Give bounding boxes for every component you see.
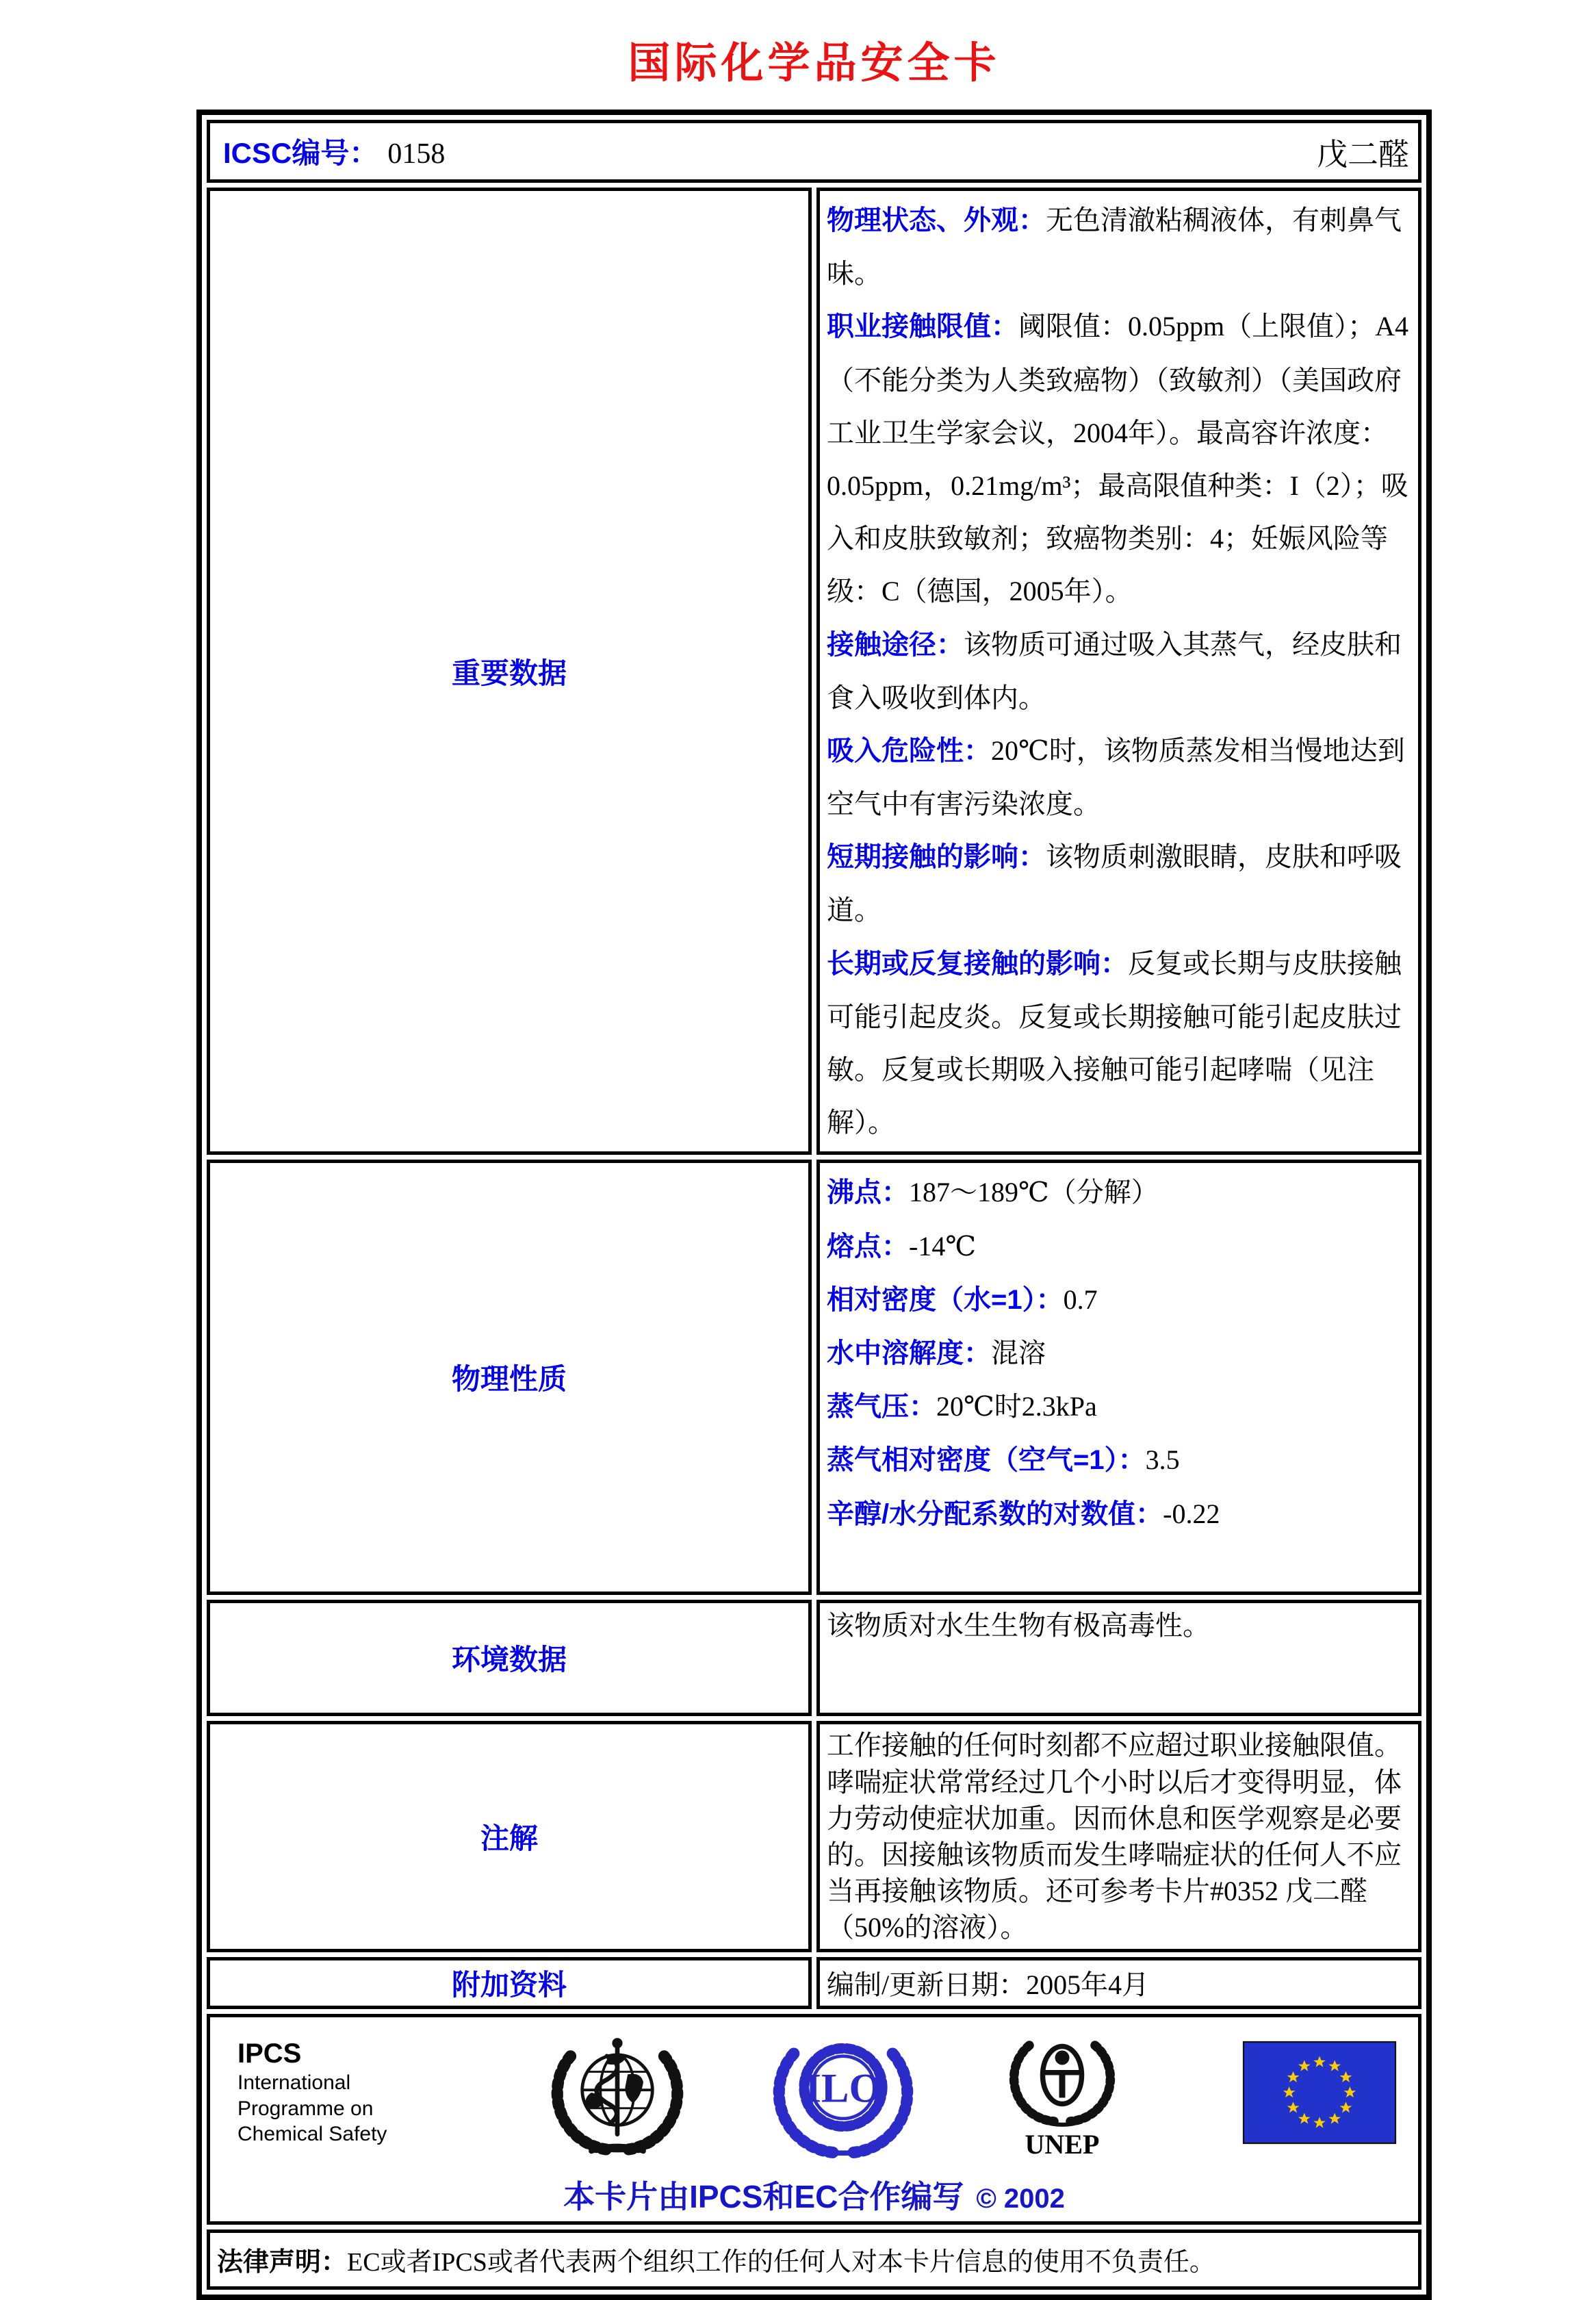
field-label: 长期或反复接触的影响： bbox=[827, 948, 1128, 979]
logos-row bbox=[207, 2014, 1421, 2225]
paragraph bbox=[827, 1606, 1410, 1646]
section-content-environmental-data bbox=[816, 1600, 1421, 1716]
cooperation-caption bbox=[210, 2172, 1418, 2217]
field-value: 反复或长期与皮肤接触可能引起皮炎。反复或长期接触可能引起皮肤过敏。反复或长期吸入接触可能引起哮喘（见注解）。 bbox=[827, 947, 1402, 1138]
field-label: 短期接触的影响： bbox=[827, 842, 1046, 873]
legal-notice-label: 法律声明： bbox=[217, 2248, 348, 2277]
paragraph bbox=[827, 300, 1410, 617]
field-value: 工作接触的任何时刻都不应超过职业接触限值。哮喘症状常常经过几个小时以后才变得明显，体力劳动使症状加重。因而休息和医学观察是必要的。因接触该物质而发生哮喘症状的任何人不应当再接触该物质。还可参考卡片#0352 戊二醛（50%的溶液）。 bbox=[827, 1730, 1402, 1943]
section-content-physical-properties bbox=[816, 1160, 1421, 1595]
icsc-card-table bbox=[196, 110, 1432, 2300]
field-label: 物理状态、外观： bbox=[827, 205, 1046, 235]
paragraph bbox=[827, 724, 1410, 830]
field-value: 0.7 bbox=[1063, 1283, 1098, 1315]
unep-logo-icon bbox=[1011, 2027, 1114, 2158]
icsc-number-value: 0158 bbox=[387, 138, 446, 170]
paragraph bbox=[827, 1380, 1410, 1433]
section-label-important-data: 重要数据 bbox=[207, 188, 812, 1155]
caption-text: 本卡片由IPCS和EC合作编写 bbox=[563, 2178, 964, 2214]
field-value: 混溶 bbox=[991, 1337, 1046, 1368]
svg-text:ILO: ILO bbox=[805, 2065, 881, 2111]
section-content-notes bbox=[816, 1721, 1421, 1952]
field-value: 阈限值：0.05ppm（上限值）；A4（不能分类为人类致癌物）（致敏剂）（美国政府工业卫生学家会议，2004年）。最高容许浓度：0.05ppm，0.21mg/m³；最高限值种类：I（2）；吸入和皮肤致敏剂；致癌物类别：4；妊娠风险等级：C（德国，2005年）。 bbox=[827, 311, 1408, 607]
eu-flag-icon bbox=[1244, 2042, 1395, 2143]
ipcs-subtitle-line1: International bbox=[237, 2071, 351, 2095]
legal-notice-row bbox=[207, 2229, 1421, 2290]
icsc-number-group bbox=[223, 131, 445, 172]
paragraph bbox=[827, 1327, 1410, 1380]
section-label-notes: 注解 bbox=[207, 1721, 812, 1952]
page-title: 国际化学品安全卡 bbox=[628, 40, 1001, 87]
field-label: 水中溶解度： bbox=[827, 1338, 991, 1368]
ipcs-subtitle-line3: Chemical Safety bbox=[237, 2123, 387, 2146]
field-label: 熔点： bbox=[827, 1231, 909, 1262]
section-content-important-data bbox=[816, 188, 1421, 1155]
field-label: 蒸气相对密度（空气=1）： bbox=[827, 1445, 1146, 1476]
ipcs-text-block bbox=[237, 2037, 463, 2147]
unep-wordmark: UNEP bbox=[1025, 2128, 1100, 2160]
paragraph bbox=[827, 1166, 1410, 1219]
field-value: 该物质可通过吸入其蒸气，经皮肤和食入吸收到体内。 bbox=[827, 628, 1402, 713]
ipcs-acronym: IPCS bbox=[237, 2039, 302, 2069]
field-label: 接触途径： bbox=[827, 629, 964, 660]
paragraph bbox=[827, 1487, 1410, 1541]
paragraph bbox=[827, 937, 1410, 1149]
paragraph bbox=[827, 830, 1410, 936]
field-label: 辛醇/水分配系数的对数值： bbox=[827, 1498, 1163, 1529]
paragraph bbox=[827, 1727, 1410, 1945]
who-logo-icon bbox=[552, 2028, 682, 2158]
field-label: 蒸气压： bbox=[827, 1392, 936, 1422]
legal-notice-text: EC或者IPCS或者代表两个组织工作的任何人对本卡片信息的使用不负责任。 bbox=[347, 2248, 1215, 2277]
paragraph bbox=[827, 1273, 1410, 1327]
field-value: 该物质刺激眼睛，皮肤和呼吸道。 bbox=[827, 841, 1402, 926]
section-label-additional-info: 附加资料 bbox=[207, 1957, 812, 2009]
paragraph bbox=[827, 1433, 1410, 1487]
field-value: 187～189℃（分解） bbox=[909, 1177, 1159, 1208]
field-value: 20℃时，该物质蒸发相当慢地达到空气中有害污染浓度。 bbox=[827, 734, 1405, 820]
section-label-environmental-data: 环境数据 bbox=[207, 1600, 812, 1716]
field-label: 职业接触限值： bbox=[827, 311, 1018, 342]
field-value: 该物质对水生生物有极高毒性。 bbox=[827, 1610, 1210, 1641]
field-label: 相对密度（水=1）： bbox=[827, 1284, 1064, 1315]
icsc-number-label: ICSC编号： bbox=[223, 137, 378, 169]
section-label-physical-properties: 物理性质 bbox=[207, 1160, 812, 1595]
chemical-name: 戊二醛 bbox=[1316, 137, 1409, 172]
field-value: 20℃时2.3kPa bbox=[936, 1391, 1097, 1422]
ilo-logo-icon bbox=[778, 2028, 908, 2158]
field-value: 3.5 bbox=[1145, 1444, 1180, 1476]
paragraph bbox=[827, 194, 1410, 300]
field-value: -0.22 bbox=[1163, 1498, 1220, 1529]
field-value: 无色清澈粘稠液体，有刺鼻气味。 bbox=[827, 205, 1402, 290]
field-label: 吸入危险性： bbox=[827, 735, 991, 766]
field-value: 编制/更新日期：2005年4月 bbox=[827, 1969, 1150, 2000]
field-value: -14℃ bbox=[909, 1230, 977, 1262]
caption-copyright: © 2002 bbox=[976, 2183, 1065, 2214]
paragraph bbox=[827, 618, 1410, 724]
section-content-additional-info bbox=[816, 1957, 1421, 2009]
field-label: 沸点： bbox=[827, 1177, 909, 1208]
card-header-row bbox=[207, 120, 1421, 183]
ipcs-subtitle-line2: Programme on bbox=[237, 2097, 374, 2120]
paragraph bbox=[827, 1963, 1410, 2002]
paragraph bbox=[827, 1220, 1410, 1273]
